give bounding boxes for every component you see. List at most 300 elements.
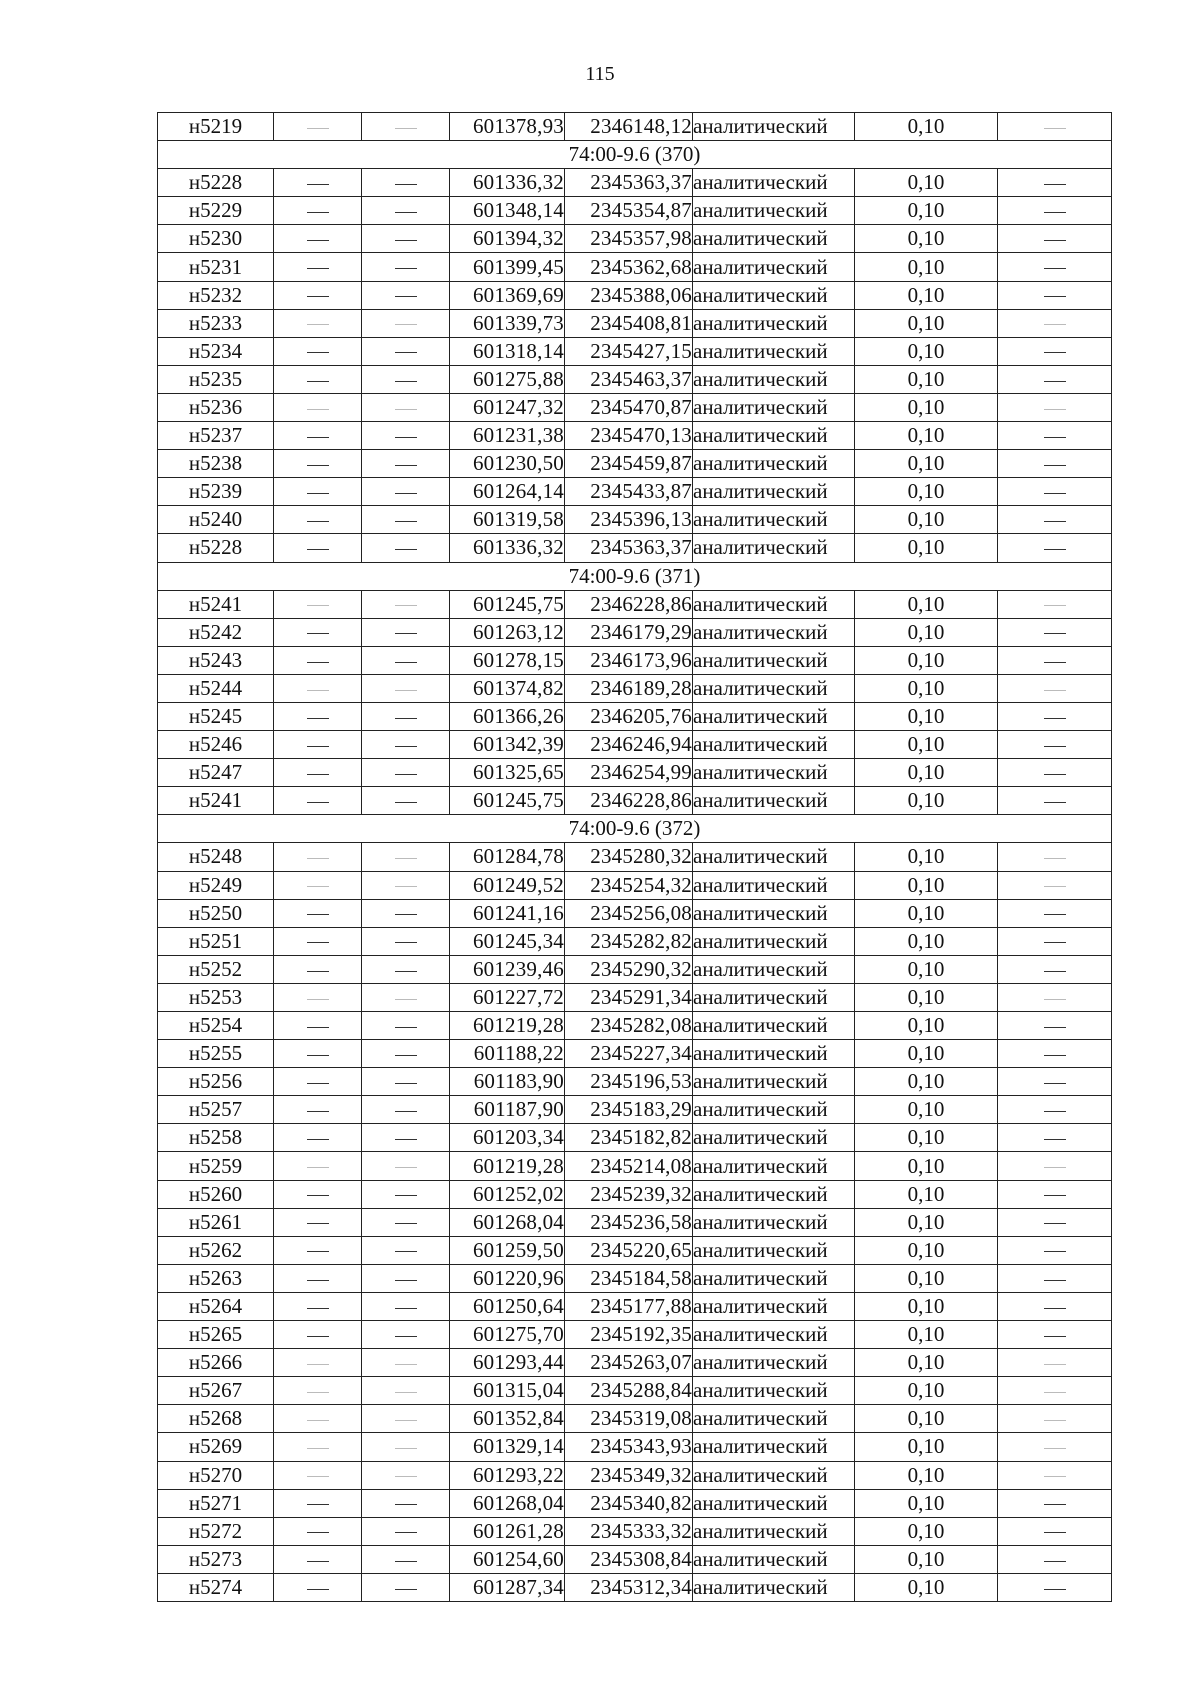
table-row xyxy=(158,1040,1112,1068)
method-cell: аналитический xyxy=(693,1012,855,1040)
old-y-cell xyxy=(362,393,450,421)
dash-mark xyxy=(307,886,329,887)
y-coordinate-cell: 2345177,88 xyxy=(565,1292,693,1320)
description-cell xyxy=(998,618,1112,646)
dash-mark xyxy=(395,690,417,691)
accuracy-cell: 0,10 xyxy=(855,225,998,253)
method-cell: аналитический xyxy=(693,731,855,759)
description-cell xyxy=(998,1461,1112,1489)
dash-mark xyxy=(307,1083,329,1084)
dash-mark xyxy=(307,1476,329,1477)
dash-mark xyxy=(395,268,417,269)
table-row xyxy=(158,197,1112,225)
dash-mark xyxy=(307,858,329,859)
dash-mark xyxy=(307,1308,329,1309)
old-y-cell xyxy=(362,506,450,534)
accuracy-cell: 0,10 xyxy=(855,450,998,478)
x-coordinate-cell: 601241,16 xyxy=(450,899,565,927)
method-cell: аналитический xyxy=(693,1208,855,1236)
method-cell: аналитический xyxy=(693,1489,855,1517)
table-row xyxy=(158,534,1112,562)
x-coordinate-cell: 601263,12 xyxy=(450,618,565,646)
y-coordinate-cell: 2345470,13 xyxy=(565,422,693,450)
accuracy-cell: 0,10 xyxy=(855,1573,998,1601)
y-coordinate-cell: 2346228,86 xyxy=(565,787,693,815)
x-coordinate-cell: 601231,38 xyxy=(450,422,565,450)
dash-mark xyxy=(395,1476,417,1477)
description-cell xyxy=(998,731,1112,759)
dash-mark xyxy=(1044,1448,1066,1449)
point-id-cell: н5231 xyxy=(158,253,274,281)
old-y-cell xyxy=(362,337,450,365)
table-row xyxy=(158,1152,1112,1180)
x-coordinate-cell: 601261,28 xyxy=(450,1517,565,1545)
method-cell: аналитический xyxy=(693,787,855,815)
dash-mark xyxy=(307,1280,329,1281)
table-row xyxy=(158,1208,1112,1236)
x-coordinate-cell: 601348,14 xyxy=(450,197,565,225)
dash-mark xyxy=(307,184,329,185)
dash-mark xyxy=(395,1420,417,1421)
point-id-cell: н5264 xyxy=(158,1292,274,1320)
dash-mark xyxy=(1044,1504,1066,1505)
x-coordinate-cell: 601329,14 xyxy=(450,1433,565,1461)
y-coordinate-cell: 2345340,82 xyxy=(565,1489,693,1517)
accuracy-cell: 0,10 xyxy=(855,674,998,702)
method-cell: аналитический xyxy=(693,506,855,534)
x-coordinate-cell: 601249,52 xyxy=(450,871,565,899)
description-cell xyxy=(998,422,1112,450)
dash-mark xyxy=(307,1111,329,1112)
x-coordinate-cell: 601318,14 xyxy=(450,337,565,365)
x-coordinate-cell: 601219,28 xyxy=(450,1152,565,1180)
old-y-cell xyxy=(362,1377,450,1405)
dash-mark xyxy=(1044,1336,1066,1337)
old-x-cell xyxy=(274,393,362,421)
dash-mark xyxy=(307,324,329,325)
point-id-cell: н5228 xyxy=(158,169,274,197)
dash-mark xyxy=(395,1336,417,1337)
table-row xyxy=(158,702,1112,730)
method-cell: аналитический xyxy=(693,534,855,562)
old-x-cell xyxy=(274,169,362,197)
description-cell xyxy=(998,478,1112,506)
dash-mark xyxy=(1044,718,1066,719)
dash-mark xyxy=(395,128,417,129)
old-x-cell xyxy=(274,478,362,506)
point-id-cell: н5236 xyxy=(158,393,274,421)
description-cell xyxy=(998,450,1112,478)
x-coordinate-cell: 601315,04 xyxy=(450,1377,565,1405)
dash-mark xyxy=(395,1561,417,1562)
description-cell xyxy=(998,1405,1112,1433)
dash-mark xyxy=(1044,1392,1066,1393)
dash-mark xyxy=(307,999,329,1000)
point-id-cell: н5238 xyxy=(158,450,274,478)
point-id-cell: н5272 xyxy=(158,1517,274,1545)
dash-mark xyxy=(1044,465,1066,466)
x-coordinate-cell: 601378,93 xyxy=(450,113,565,141)
method-cell: аналитический xyxy=(693,1377,855,1405)
table-row xyxy=(158,955,1112,983)
point-id-cell: н5258 xyxy=(158,1124,274,1152)
x-coordinate-cell: 601250,64 xyxy=(450,1292,565,1320)
dash-mark xyxy=(307,942,329,943)
description-cell xyxy=(998,1180,1112,1208)
description-cell xyxy=(998,1236,1112,1264)
y-coordinate-cell: 2345349,32 xyxy=(565,1461,693,1489)
table-row xyxy=(158,787,1112,815)
accuracy-cell: 0,10 xyxy=(855,871,998,899)
dash-mark xyxy=(1044,1280,1066,1281)
description-cell xyxy=(998,253,1112,281)
dash-mark xyxy=(395,493,417,494)
old-y-cell xyxy=(362,1068,450,1096)
dash-mark xyxy=(1044,240,1066,241)
table-row xyxy=(158,759,1112,787)
accuracy-cell: 0,10 xyxy=(855,1433,998,1461)
accuracy-cell: 0,10 xyxy=(855,1517,998,1545)
accuracy-cell: 0,10 xyxy=(855,197,998,225)
y-coordinate-cell: 2345312,34 xyxy=(565,1573,693,1601)
y-coordinate-cell: 2345227,34 xyxy=(565,1040,693,1068)
old-x-cell xyxy=(274,1180,362,1208)
old-x-cell xyxy=(274,1096,362,1124)
description-cell xyxy=(998,1377,1112,1405)
dash-mark xyxy=(1044,549,1066,550)
accuracy-cell: 0,10 xyxy=(855,1461,998,1489)
x-coordinate-cell: 601227,72 xyxy=(450,983,565,1011)
dash-mark xyxy=(1044,1589,1066,1590)
dash-mark xyxy=(1044,1195,1066,1196)
point-id-cell: н5247 xyxy=(158,759,274,787)
description-cell xyxy=(998,1349,1112,1377)
old-y-cell xyxy=(362,1180,450,1208)
old-y-cell xyxy=(362,1461,450,1489)
dash-mark xyxy=(395,1055,417,1056)
dash-mark xyxy=(395,746,417,747)
description-cell xyxy=(998,1573,1112,1601)
dash-mark xyxy=(1044,690,1066,691)
method-cell: аналитический xyxy=(693,1349,855,1377)
y-coordinate-cell: 2345220,65 xyxy=(565,1236,693,1264)
y-coordinate-cell: 2346205,76 xyxy=(565,702,693,730)
dash-mark xyxy=(395,381,417,382)
y-coordinate-cell: 2346189,28 xyxy=(565,674,693,702)
old-x-cell xyxy=(274,702,362,730)
dash-mark xyxy=(307,493,329,494)
old-y-cell xyxy=(362,113,450,141)
old-y-cell xyxy=(362,1264,450,1292)
dash-mark xyxy=(395,437,417,438)
y-coordinate-cell: 2345459,87 xyxy=(565,450,693,478)
old-y-cell xyxy=(362,702,450,730)
dash-mark xyxy=(307,1364,329,1365)
dash-mark xyxy=(307,802,329,803)
accuracy-cell: 0,10 xyxy=(855,1152,998,1180)
y-coordinate-cell: 2346246,94 xyxy=(565,731,693,759)
description-cell xyxy=(998,309,1112,337)
accuracy-cell: 0,10 xyxy=(855,337,998,365)
old-x-cell xyxy=(274,1321,362,1349)
old-x-cell xyxy=(274,1433,362,1461)
dash-mark xyxy=(395,886,417,887)
old-y-cell xyxy=(362,646,450,674)
description-cell xyxy=(998,1124,1112,1152)
y-coordinate-cell: 2345463,37 xyxy=(565,365,693,393)
dash-mark xyxy=(1044,437,1066,438)
method-cell: аналитический xyxy=(693,618,855,646)
old-y-cell xyxy=(362,1040,450,1068)
accuracy-cell: 0,10 xyxy=(855,983,998,1011)
old-y-cell xyxy=(362,1349,450,1377)
dash-mark xyxy=(1044,942,1066,943)
dash-mark xyxy=(1044,774,1066,775)
table-row xyxy=(158,618,1112,646)
x-coordinate-cell: 601187,90 xyxy=(450,1096,565,1124)
point-id-cell: н5240 xyxy=(158,506,274,534)
dash-mark xyxy=(395,1083,417,1084)
dash-mark xyxy=(1044,1223,1066,1224)
method-cell: аналитический xyxy=(693,759,855,787)
x-coordinate-cell: 601268,04 xyxy=(450,1208,565,1236)
y-coordinate-cell: 2345184,58 xyxy=(565,1264,693,1292)
description-cell xyxy=(998,1264,1112,1292)
old-x-cell xyxy=(274,337,362,365)
point-id-cell: н5273 xyxy=(158,1545,274,1573)
old-x-cell xyxy=(274,1349,362,1377)
old-y-cell xyxy=(362,618,450,646)
method-cell: аналитический xyxy=(693,927,855,955)
accuracy-cell: 0,10 xyxy=(855,1405,998,1433)
dash-mark xyxy=(307,718,329,719)
method-cell: аналитический xyxy=(693,955,855,983)
old-x-cell xyxy=(274,281,362,309)
table-row xyxy=(158,899,1112,927)
accuracy-cell: 0,10 xyxy=(855,1545,998,1573)
dash-mark xyxy=(307,1027,329,1028)
dash-mark xyxy=(307,409,329,410)
old-x-cell xyxy=(274,899,362,927)
dash-mark xyxy=(307,1195,329,1196)
accuracy-cell: 0,10 xyxy=(855,1292,998,1320)
old-y-cell xyxy=(362,955,450,983)
description-cell xyxy=(998,365,1112,393)
y-coordinate-cell: 2345291,34 xyxy=(565,983,693,1011)
accuracy-cell: 0,10 xyxy=(855,731,998,759)
dash-mark xyxy=(307,128,329,129)
old-x-cell xyxy=(274,309,362,337)
dash-mark xyxy=(395,1448,417,1449)
old-x-cell xyxy=(274,225,362,253)
description-cell xyxy=(998,674,1112,702)
table-row xyxy=(158,113,1112,141)
method-cell: аналитический xyxy=(693,365,855,393)
x-coordinate-cell: 601278,15 xyxy=(450,646,565,674)
old-x-cell xyxy=(274,253,362,281)
dash-mark xyxy=(395,1223,417,1224)
accuracy-cell: 0,10 xyxy=(855,253,998,281)
method-cell: аналитический xyxy=(693,478,855,506)
dash-mark xyxy=(395,212,417,213)
dash-mark xyxy=(1044,886,1066,887)
method-cell: аналитический xyxy=(693,450,855,478)
dash-mark xyxy=(1044,521,1066,522)
accuracy-cell: 0,10 xyxy=(855,1096,998,1124)
table-row xyxy=(158,674,1112,702)
method-cell: аналитический xyxy=(693,1180,855,1208)
method-cell: аналитический xyxy=(693,1292,855,1320)
old-y-cell xyxy=(362,927,450,955)
dash-mark xyxy=(307,690,329,691)
dash-mark xyxy=(307,1561,329,1562)
dash-mark xyxy=(395,465,417,466)
x-coordinate-cell: 601284,78 xyxy=(450,843,565,871)
dash-mark xyxy=(395,662,417,663)
dash-mark xyxy=(1044,296,1066,297)
point-id-cell: н5266 xyxy=(158,1349,274,1377)
point-id-cell: н5261 xyxy=(158,1208,274,1236)
dash-mark xyxy=(395,1027,417,1028)
old-y-cell xyxy=(362,1012,450,1040)
y-coordinate-cell: 2346228,86 xyxy=(565,590,693,618)
table-row xyxy=(158,843,1112,871)
y-coordinate-cell: 2345363,37 xyxy=(565,534,693,562)
old-y-cell xyxy=(362,1405,450,1433)
point-id-cell: н5257 xyxy=(158,1096,274,1124)
dash-mark xyxy=(1044,352,1066,353)
point-id-cell: н5248 xyxy=(158,843,274,871)
y-coordinate-cell: 2346254,99 xyxy=(565,759,693,787)
old-x-cell xyxy=(274,1377,362,1405)
x-coordinate-cell: 601293,44 xyxy=(450,1349,565,1377)
point-id-cell: н5260 xyxy=(158,1180,274,1208)
dash-mark xyxy=(1044,1167,1066,1168)
dash-mark xyxy=(1044,268,1066,269)
point-id-cell: н5241 xyxy=(158,590,274,618)
dash-mark xyxy=(395,1195,417,1196)
dash-mark xyxy=(395,1589,417,1590)
point-id-cell: н5267 xyxy=(158,1377,274,1405)
table-row xyxy=(158,927,1112,955)
x-coordinate-cell: 601239,46 xyxy=(450,955,565,983)
dash-mark xyxy=(1044,1561,1066,1562)
dash-mark xyxy=(307,521,329,522)
table-row xyxy=(158,590,1112,618)
y-coordinate-cell: 2345308,84 xyxy=(565,1545,693,1573)
point-id-cell: н5249 xyxy=(158,871,274,899)
dash-mark xyxy=(1044,605,1066,606)
accuracy-cell: 0,10 xyxy=(855,478,998,506)
old-y-cell xyxy=(362,1433,450,1461)
dash-mark xyxy=(307,352,329,353)
dash-mark xyxy=(395,718,417,719)
old-y-cell xyxy=(362,1236,450,1264)
point-id-cell: н5251 xyxy=(158,927,274,955)
method-cell: аналитический xyxy=(693,702,855,730)
old-y-cell xyxy=(362,225,450,253)
point-id-cell: н5234 xyxy=(158,337,274,365)
point-id-cell: н5270 xyxy=(158,1461,274,1489)
table-row xyxy=(158,169,1112,197)
x-coordinate-cell: 601342,39 xyxy=(450,731,565,759)
table-row xyxy=(158,393,1112,421)
old-x-cell xyxy=(274,983,362,1011)
table-row xyxy=(158,1096,1112,1124)
method-cell: аналитический xyxy=(693,281,855,309)
dash-mark xyxy=(307,1392,329,1393)
section-heading: 74:00-9.6 (371) xyxy=(158,562,1112,590)
dash-mark xyxy=(395,324,417,325)
y-coordinate-cell: 2345470,87 xyxy=(565,393,693,421)
method-cell: аналитический xyxy=(693,1433,855,1461)
accuracy-cell: 0,10 xyxy=(855,1489,998,1517)
point-id-cell: н5250 xyxy=(158,899,274,927)
dash-mark xyxy=(307,1420,329,1421)
old-y-cell xyxy=(362,1152,450,1180)
section-heading-row xyxy=(158,815,1112,843)
x-coordinate-cell: 601339,73 xyxy=(450,309,565,337)
old-y-cell xyxy=(362,478,450,506)
table-row xyxy=(158,731,1112,759)
accuracy-cell: 0,10 xyxy=(855,281,998,309)
point-id-cell: н5235 xyxy=(158,365,274,393)
old-x-cell xyxy=(274,955,362,983)
old-y-cell xyxy=(362,1573,450,1601)
dash-mark xyxy=(395,409,417,410)
table-row xyxy=(158,1321,1112,1349)
section-heading-row xyxy=(158,141,1112,169)
point-id-cell: н5237 xyxy=(158,422,274,450)
dash-mark xyxy=(395,942,417,943)
x-coordinate-cell: 601245,75 xyxy=(450,590,565,618)
accuracy-cell: 0,10 xyxy=(855,169,998,197)
old-x-cell xyxy=(274,871,362,899)
description-cell xyxy=(998,843,1112,871)
old-x-cell xyxy=(274,1040,362,1068)
x-coordinate-cell: 601247,32 xyxy=(450,393,565,421)
y-coordinate-cell: 2346148,12 xyxy=(565,113,693,141)
dash-mark xyxy=(1044,858,1066,859)
old-x-cell xyxy=(274,365,362,393)
dash-mark xyxy=(307,1139,329,1140)
dash-mark xyxy=(395,1111,417,1112)
x-coordinate-cell: 601268,04 xyxy=(450,1489,565,1517)
dash-mark xyxy=(307,1589,329,1590)
table-row xyxy=(158,253,1112,281)
dash-mark xyxy=(395,240,417,241)
x-coordinate-cell: 601336,32 xyxy=(450,534,565,562)
method-cell: аналитический xyxy=(693,1545,855,1573)
dash-mark xyxy=(307,774,329,775)
old-x-cell xyxy=(274,1208,362,1236)
x-coordinate-cell: 601325,65 xyxy=(450,759,565,787)
method-cell: аналитический xyxy=(693,337,855,365)
dash-mark xyxy=(1044,1083,1066,1084)
method-cell: аналитический xyxy=(693,422,855,450)
point-id-cell: н5265 xyxy=(158,1321,274,1349)
old-x-cell xyxy=(274,927,362,955)
dash-mark xyxy=(1044,1111,1066,1112)
old-x-cell xyxy=(274,787,362,815)
method-cell: аналитический xyxy=(693,393,855,421)
dash-mark xyxy=(307,633,329,634)
old-x-cell xyxy=(274,197,362,225)
description-cell xyxy=(998,337,1112,365)
table-row xyxy=(158,422,1112,450)
old-x-cell xyxy=(274,843,362,871)
x-coordinate-cell: 601369,69 xyxy=(450,281,565,309)
